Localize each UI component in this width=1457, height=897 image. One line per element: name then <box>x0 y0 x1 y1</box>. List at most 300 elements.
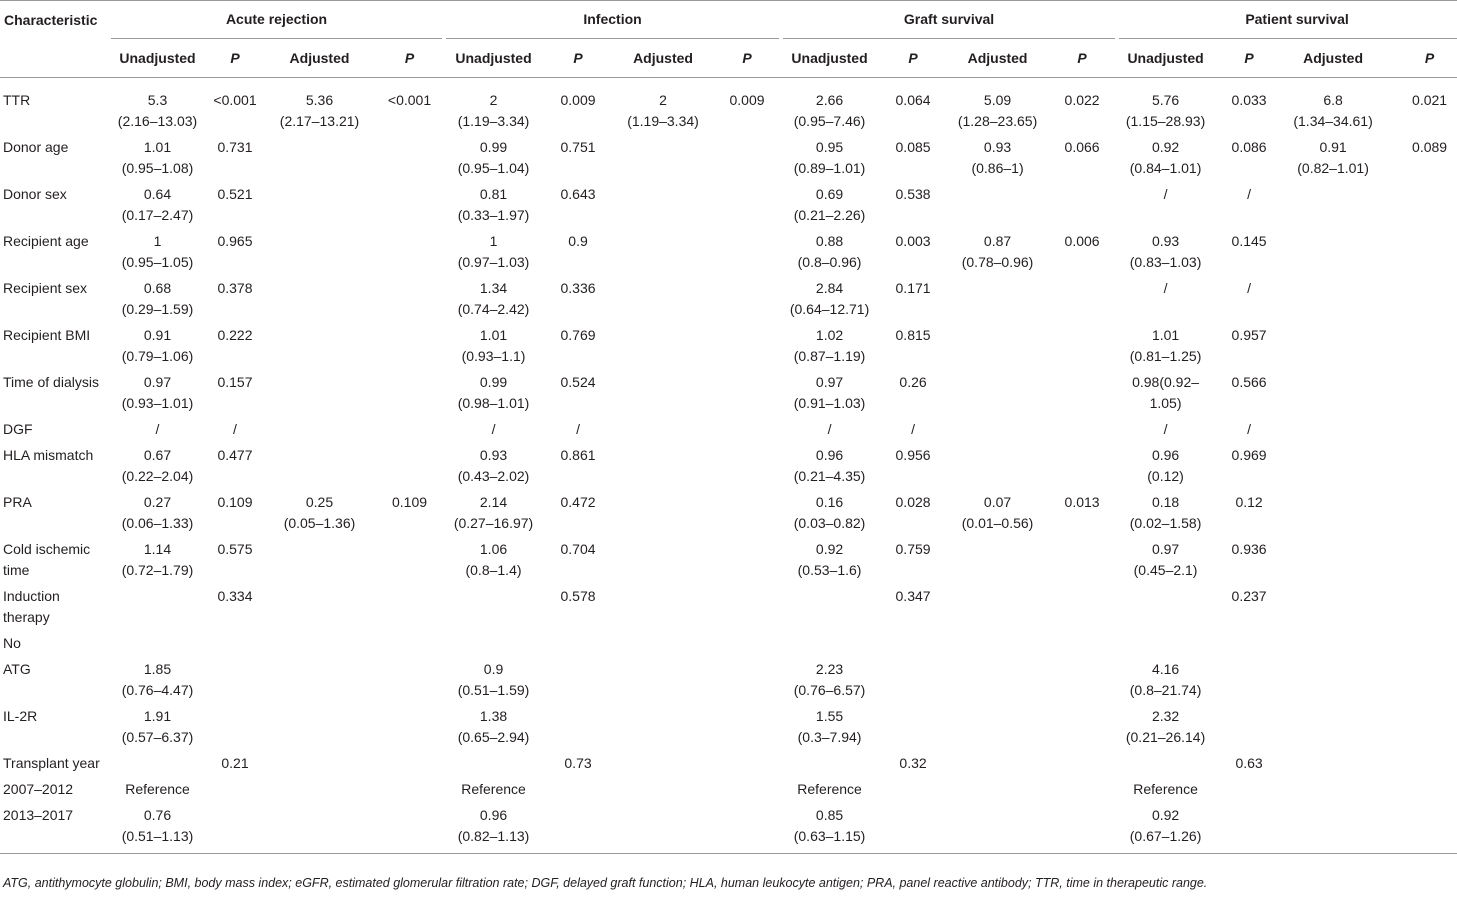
cell-line: (1.34–34.61) <box>1293 113 1373 129</box>
cell-line: 1.91 <box>143 708 172 724</box>
table-cell <box>1047 539 1117 586</box>
sub-header-row <box>0 39 1457 78</box>
cell-line: 1.38 <box>479 708 508 724</box>
table-cell <box>1047 779 1117 805</box>
table-cell <box>781 184 878 231</box>
cell-line: (0.05–1.36) <box>283 515 356 531</box>
table-cell <box>1047 492 1117 539</box>
cell-line: 0.91 <box>143 327 172 343</box>
table-cell <box>1382 633 1457 659</box>
table-cell <box>613 492 713 539</box>
row-label <box>0 137 109 184</box>
cell-line: 0.93 <box>983 139 1012 155</box>
cell-line: (0.33–1.97) <box>457 207 530 223</box>
table-row <box>0 325 1457 372</box>
cell-line: 0.089 <box>1412 139 1448 155</box>
cell-line: 0.028 <box>895 494 931 510</box>
table-cell <box>878 78 948 138</box>
cell-line: (1.19–3.34) <box>457 113 530 129</box>
cell-line: 0.27 <box>143 494 172 510</box>
table-cell <box>1284 231 1382 278</box>
cell-line: (0.64–12.71) <box>789 301 870 317</box>
cell-line: (0.8–0.96) <box>797 254 862 270</box>
table-cell <box>1214 78 1284 138</box>
cell-line: 0.9 <box>568 233 588 249</box>
row-label-line: No <box>3 635 21 651</box>
table-cell <box>613 706 713 753</box>
table-cell <box>713 231 781 278</box>
table-cell <box>543 539 613 586</box>
table-cell <box>713 539 781 586</box>
table-cell <box>109 586 206 633</box>
row-label <box>0 633 109 659</box>
row-label <box>0 659 109 706</box>
cell-line: 0.477 <box>217 447 253 463</box>
cell-line: (0.21–26.14) <box>1125 729 1206 745</box>
cell-line: 0.92 <box>1151 139 1180 155</box>
table-cell <box>1117 372 1214 419</box>
cell-line: 0.022 <box>1064 92 1100 108</box>
cell-line: 0.578 <box>560 588 596 604</box>
table-cell <box>1047 78 1117 138</box>
group-header-infection: Infection <box>444 1 781 40</box>
table-cell <box>1214 539 1284 586</box>
table-cell <box>1047 805 1117 854</box>
cell-line: 1.05) <box>1149 395 1182 411</box>
table-cell <box>878 325 948 372</box>
table-cell <box>948 78 1047 138</box>
cell-line: 0.99 <box>479 139 508 155</box>
table-cell <box>1214 325 1284 372</box>
table-cell <box>543 419 613 445</box>
table-cell <box>1117 137 1214 184</box>
cell-line: / <box>1247 280 1251 296</box>
table-cell <box>878 278 948 325</box>
sub-header-unadjusted: Unadjusted <box>781 39 878 78</box>
table-cell <box>444 706 543 753</box>
cell-line: 0.769 <box>560 327 596 343</box>
cell-line: 0.96 <box>479 807 508 823</box>
table-cell <box>1117 419 1214 445</box>
cell-line: 0.157 <box>217 374 253 390</box>
cell-line: (0.63–1.15) <box>793 828 866 844</box>
table-cell <box>781 231 878 278</box>
table-cell <box>713 184 781 231</box>
group-header-row <box>0 1 1457 40</box>
cell-line: (1.28–23.65) <box>957 113 1038 129</box>
cell-line: (0.51–1.59) <box>457 682 530 698</box>
table-cell <box>264 805 375 854</box>
cell-line: 0.815 <box>895 327 931 343</box>
sub-header-p: P <box>1382 39 1457 78</box>
cell-line: (0.84–1.01) <box>1129 160 1202 176</box>
table-cell <box>375 78 444 138</box>
cell-line: 0.92 <box>815 541 844 557</box>
table-cell <box>613 231 713 278</box>
cell-line: 0.524 <box>560 374 596 390</box>
cell-line: (2.17–13.21) <box>279 113 360 129</box>
table-cell <box>1117 278 1214 325</box>
cell-line: (2.16–13.03) <box>117 113 198 129</box>
cell-line: 0.67 <box>143 447 172 463</box>
table-cell <box>1047 445 1117 492</box>
table-cell <box>1382 805 1457 854</box>
table-cell <box>206 492 264 539</box>
cell-line: 0.81 <box>479 186 508 202</box>
cell-line: 0.936 <box>1231 541 1267 557</box>
cell-line: 0.033 <box>1231 92 1267 108</box>
table-cell <box>948 137 1047 184</box>
table-cell <box>948 805 1047 854</box>
cell-line: 1.14 <box>143 541 172 557</box>
cell-line: Reference <box>125 781 190 797</box>
table-cell <box>206 753 264 779</box>
table-cell <box>1214 586 1284 633</box>
table-cell <box>948 706 1047 753</box>
table-cell <box>613 779 713 805</box>
table-cell <box>1382 586 1457 633</box>
table-cell <box>948 325 1047 372</box>
cell-line: 5.76 <box>1151 92 1180 108</box>
cell-line: 0.171 <box>895 280 931 296</box>
table-cell <box>444 372 543 419</box>
cell-line: / <box>233 421 237 437</box>
row-label <box>0 753 109 779</box>
cell-line: 0.16 <box>815 494 844 510</box>
table-cell <box>543 492 613 539</box>
table-cell <box>444 633 543 659</box>
cell-line: 0.32 <box>899 755 927 771</box>
table-cell <box>1284 779 1382 805</box>
table-cell <box>206 706 264 753</box>
table-row <box>0 805 1457 854</box>
row-label-line: DGF <box>3 421 33 437</box>
table-cell <box>1382 779 1457 805</box>
table-cell <box>264 372 375 419</box>
table-cell <box>713 659 781 706</box>
table-cell <box>1047 184 1117 231</box>
table-cell <box>264 779 375 805</box>
table-cell <box>206 184 264 231</box>
row-label-line: ATG <box>3 661 31 677</box>
table-row <box>0 779 1457 805</box>
table-cell <box>781 137 878 184</box>
sub-header-p: P <box>713 39 781 78</box>
table-cell <box>543 137 613 184</box>
table-cell <box>109 231 206 278</box>
cell-line: 0.96 <box>1151 447 1180 463</box>
table-cell <box>109 492 206 539</box>
table-cell <box>206 779 264 805</box>
cell-line: 0.086 <box>1231 139 1267 155</box>
cell-line: (0.95–7.46) <box>793 113 866 129</box>
group-header-acute-rejection: Acute rejection <box>109 1 444 40</box>
table-cell <box>375 231 444 278</box>
table-cell <box>444 539 543 586</box>
table-cell <box>543 659 613 706</box>
table-cell <box>781 539 878 586</box>
cell-line: 0.751 <box>560 139 596 155</box>
sub-header-p: P <box>1047 39 1117 78</box>
cell-line: 1.55 <box>815 708 844 724</box>
cell-line: (0.8–1.4) <box>465 562 522 578</box>
sub-header-p: P <box>375 39 444 78</box>
table-cell <box>444 445 543 492</box>
cell-line: 0.704 <box>560 541 596 557</box>
table-cell <box>878 231 948 278</box>
cell-line: 2.14 <box>479 494 508 510</box>
table-cell <box>1284 184 1382 231</box>
cell-line: / <box>1163 186 1168 202</box>
sub-header-adjusted: Adjusted <box>613 39 713 78</box>
table-cell <box>878 137 948 184</box>
table-cell <box>878 753 948 779</box>
table-cell <box>206 539 264 586</box>
table-row <box>0 633 1457 659</box>
row-label-line: 2007–2012 <box>3 781 74 797</box>
cell-line: 0.99 <box>479 374 508 390</box>
table-cell <box>878 184 948 231</box>
row-label-line: Cold ischemic <box>3 541 91 557</box>
table-cell <box>1047 137 1117 184</box>
cell-line: 0.18 <box>1151 494 1180 510</box>
cell-line: 1.06 <box>479 541 508 557</box>
row-label-line: Donor sex <box>3 186 67 202</box>
cell-line: 1 <box>153 233 162 249</box>
cell-line: 0.76 <box>143 807 172 823</box>
cell-line: 0.26 <box>899 374 927 390</box>
cell-line: Reference <box>1133 781 1198 797</box>
cell-line: (0.95–1.04) <box>457 160 530 176</box>
table-cell <box>781 445 878 492</box>
cell-line: (0.95–1.08) <box>121 160 194 176</box>
table-cell <box>1382 539 1457 586</box>
cell-line: (0.57–6.37) <box>121 729 194 745</box>
row-label-line: Recipient sex <box>3 280 88 296</box>
table-cell <box>1284 706 1382 753</box>
table-cell <box>613 325 713 372</box>
row-label <box>0 539 109 586</box>
table-cell <box>613 586 713 633</box>
table-cell <box>1382 419 1457 445</box>
table-cell <box>543 779 613 805</box>
table-row <box>0 78 1457 138</box>
cell-line: 0.109 <box>391 494 428 510</box>
table-cell <box>713 78 781 138</box>
table-cell <box>1284 539 1382 586</box>
table-cell <box>781 278 878 325</box>
table-cell <box>613 805 713 854</box>
table-cell <box>713 633 781 659</box>
table-cell <box>206 659 264 706</box>
sub-header-adjusted: Adjusted <box>264 39 375 78</box>
table-cell <box>444 753 543 779</box>
table-cell <box>444 779 543 805</box>
row-label-line: Recipient age <box>3 233 89 249</box>
table-cell <box>1382 231 1457 278</box>
table-cell <box>206 633 264 659</box>
table-cell <box>375 278 444 325</box>
cell-line: (0.72–1.79) <box>121 562 194 578</box>
table-cell <box>1214 706 1284 753</box>
table-cell <box>1284 492 1382 539</box>
table-cell <box>1117 753 1214 779</box>
table-cell <box>1047 278 1117 325</box>
table-cell <box>206 805 264 854</box>
cell-line: 0.575 <box>217 541 253 557</box>
cell-line: 0.85 <box>815 807 844 823</box>
table-cell <box>1214 184 1284 231</box>
table-cell <box>206 137 264 184</box>
row-label <box>0 445 109 492</box>
table-cell <box>375 779 444 805</box>
table-cell <box>1382 445 1457 492</box>
sub-header-unadjusted: Unadjusted <box>109 39 206 78</box>
cell-line: Reference <box>797 781 862 797</box>
table-cell <box>878 805 948 854</box>
table-cell <box>1284 753 1382 779</box>
table-cell <box>781 779 878 805</box>
cell-line: 0.73 <box>564 755 592 771</box>
table-cell <box>1382 659 1457 706</box>
table-cell <box>878 706 948 753</box>
sub-header-blank <box>0 39 109 78</box>
table-row <box>0 278 1457 325</box>
cell-line: / <box>1163 280 1168 296</box>
cell-line: 0.88 <box>815 233 844 249</box>
table-cell <box>543 706 613 753</box>
table-cell <box>713 753 781 779</box>
table-cell <box>948 492 1047 539</box>
cell-line: 0.334 <box>217 588 253 604</box>
cell-line: (0.27–16.97) <box>453 515 534 531</box>
table-cell <box>264 492 375 539</box>
table-cell <box>613 633 713 659</box>
table-cell <box>109 659 206 706</box>
cell-line: (0.86–1) <box>971 160 1024 176</box>
cell-line: (0.21–2.26) <box>793 207 866 223</box>
cell-line: (0.97–1.03) <box>457 254 530 270</box>
table-body <box>0 78 1457 854</box>
cell-line: 1.34 <box>479 280 508 296</box>
cell-line: 0.064 <box>895 92 931 108</box>
cell-line: 5.36 <box>305 92 334 108</box>
row-label <box>0 184 109 231</box>
cell-line: 0.97 <box>1151 541 1180 557</box>
table-cell <box>1214 659 1284 706</box>
table-cell <box>1214 633 1284 659</box>
table-cell <box>713 325 781 372</box>
cell-line: 0.25 <box>305 494 334 510</box>
cell-line: 0.87 <box>983 233 1012 249</box>
sub-header-unadjusted: Unadjusted <box>1117 39 1214 78</box>
table-cell <box>878 633 948 659</box>
cell-line: 0.07 <box>983 494 1012 510</box>
table-cell <box>1214 779 1284 805</box>
table-cell <box>613 184 713 231</box>
cell-line: 6.8 <box>1323 92 1343 108</box>
cell-line: (0.03–0.82) <box>793 515 866 531</box>
table-cell <box>1047 231 1117 278</box>
cell-line: 0.006 <box>1064 233 1100 249</box>
cell-line: 1.01 <box>479 327 508 343</box>
table-cell <box>613 659 713 706</box>
table-cell <box>948 445 1047 492</box>
table-row <box>0 659 1457 706</box>
table-cell <box>1214 278 1284 325</box>
table-cell <box>1214 445 1284 492</box>
table-cell <box>878 492 948 539</box>
sub-header-p: P <box>206 39 264 78</box>
cell-line: 0.109 <box>217 494 253 510</box>
cell-line: 0.731 <box>217 139 253 155</box>
table-cell <box>781 492 878 539</box>
table-cell <box>444 278 543 325</box>
table-cell <box>543 633 613 659</box>
table-cell <box>713 779 781 805</box>
cell-line: / <box>1247 421 1251 437</box>
table-row <box>0 184 1457 231</box>
row-label <box>0 706 109 753</box>
table-cell <box>375 184 444 231</box>
table-cell <box>1047 633 1117 659</box>
cell-line: 0.9 <box>483 661 504 677</box>
table-cell <box>375 325 444 372</box>
table-cell <box>375 372 444 419</box>
cell-line: 0.21 <box>221 755 249 771</box>
cell-line: 0.336 <box>560 280 596 296</box>
table-cell <box>1382 706 1457 753</box>
cell-line: (0.81–1.25) <box>1129 348 1202 364</box>
characteristic-header: Characteristic <box>0 1 109 40</box>
cell-line: (0.91–1.03) <box>793 395 866 411</box>
table-cell <box>109 325 206 372</box>
table-cell <box>1382 137 1457 184</box>
table-cell <box>375 137 444 184</box>
cell-line: <0.001 <box>387 92 432 108</box>
table-cell <box>444 586 543 633</box>
cell-line: (0.8–21.74) <box>1129 682 1202 698</box>
cell-line: 2 <box>489 92 498 108</box>
table-cell <box>613 419 713 445</box>
cell-line: 0.009 <box>560 92 596 108</box>
table-cell <box>264 278 375 325</box>
table-cell <box>1117 325 1214 372</box>
table-cell <box>1047 372 1117 419</box>
table-cell <box>543 184 613 231</box>
table-cell <box>781 659 878 706</box>
table-cell <box>781 325 878 372</box>
group-header-graft-survival: Graft survival <box>781 1 1117 40</box>
table-cell <box>1117 586 1214 633</box>
row-label-line: Recipient BMI <box>3 327 91 343</box>
cell-line: 0.145 <box>1231 233 1267 249</box>
table-cell <box>1382 492 1457 539</box>
cell-line: (0.51–1.13) <box>121 828 194 844</box>
cell-line: (0.76–6.57) <box>793 682 866 698</box>
table-cell <box>109 184 206 231</box>
table-cell <box>713 278 781 325</box>
table-cell <box>264 753 375 779</box>
cell-line: 0.68 <box>143 280 172 296</box>
table-cell <box>1214 492 1284 539</box>
cell-line: 0.222 <box>217 327 253 343</box>
table-cell <box>375 753 444 779</box>
row-label-line: Transplant year <box>3 755 100 771</box>
table-row <box>0 586 1457 633</box>
table-row <box>0 706 1457 753</box>
cell-line: 0.64 <box>143 186 172 202</box>
